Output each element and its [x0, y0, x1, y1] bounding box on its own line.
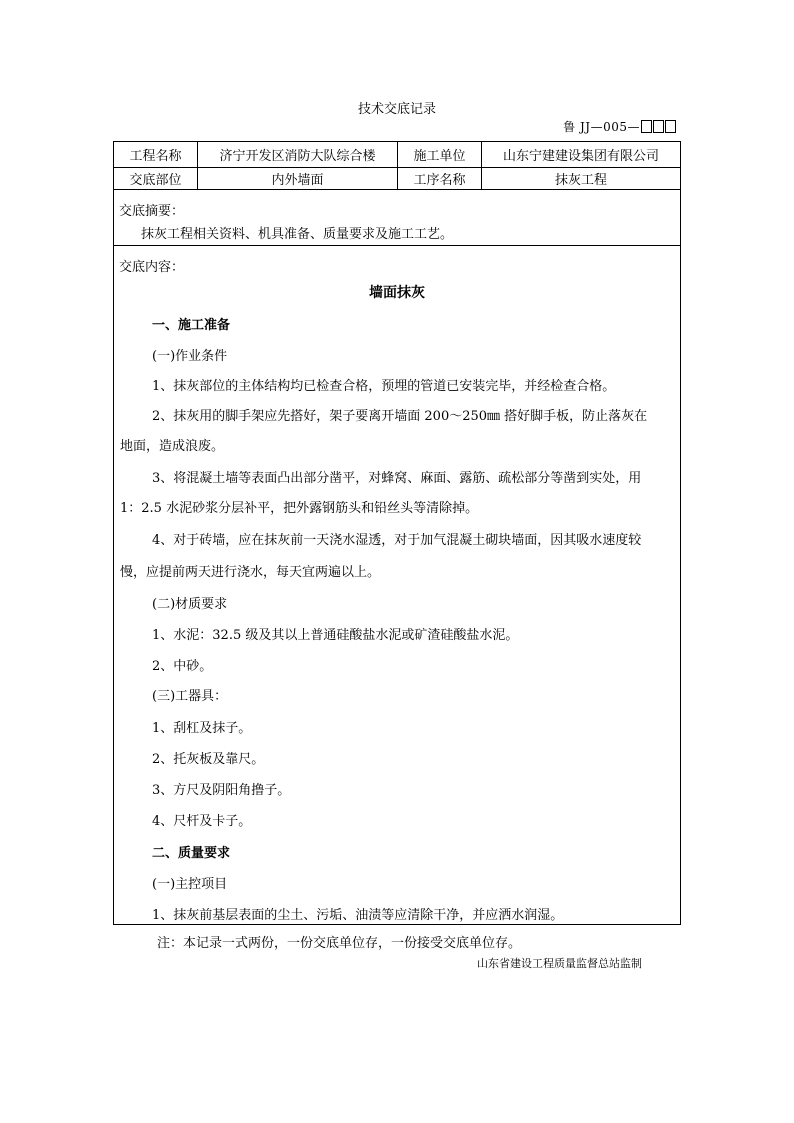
header-row-1 [114, 142, 680, 168]
subsection-heading: (一)主控项目 [152, 877, 228, 892]
content-line: 3、方尺及阴阳角撸子。 [152, 783, 291, 798]
content-line: 2、托灰板及靠尺。 [152, 752, 265, 767]
header-row-2 [114, 168, 680, 190]
document-title: 技术交底记录 [357, 102, 436, 117]
form-code-text: 鲁 JJ—005— [563, 120, 640, 134]
content-line: 2、中砂。 [152, 659, 213, 674]
code-box [665, 120, 676, 133]
content-line: 4、对于砖墙，应在抹灰前一天浇水湿透，对于加气混凝土砌块墙面，因其吸水速度较 [152, 533, 642, 548]
content-line: 3、将混凝土墙等表面凸出部分凿平，对蜂窝、麻面、露筋、疏松部分等凿到实处，用 [152, 471, 642, 486]
process-label: 工序名称 [398, 168, 482, 189]
section-heading: 二、质量要求 [152, 846, 231, 861]
subsection-heading: (一)作业条件 [152, 349, 228, 364]
project-name-label: 工程名称 [114, 142, 198, 167]
content-heading: 墙面抹灰 [369, 285, 425, 301]
section-heading: 一、施工准备 [152, 318, 231, 333]
project-name-value: 济宁开发区消防大队综合楼 [198, 142, 398, 167]
content-line: 1、抹灰部位的主体结构均已检查合格，预埋的管道已安装完毕，并经检查合格。 [152, 379, 616, 394]
content-line: 地面，造成浪废。 [120, 439, 225, 454]
part-label: 交底部位 [114, 168, 198, 189]
contractor-value: 山东宁建建设集团有限公司 [502, 149, 659, 164]
content-line: 1、水泥：32.5 级及其以上普通硅酸盐水泥或矿渣硅酸盐水泥。 [152, 628, 519, 643]
code-box [641, 120, 652, 133]
summary-label: 交底摘要： [119, 204, 185, 219]
contractor-label: 施工单位 [398, 142, 482, 167]
content-line: 1、刮杠及抹子。 [152, 721, 252, 736]
process-value: 抹灰工程 [554, 173, 607, 188]
content-line: 1、抹灰前基层表面的尘土、污垢、油渍等应清除干净，并应洒水润湿。 [152, 908, 564, 923]
content-line: 2、抹灰用的脚手架应先搭好，架子要离开墙面 200～250㎜ 搭好脚手板，防止落灰在 [152, 409, 648, 424]
content-line: 慢，应提前两天进行浇水，每天宜两遍以上。 [120, 565, 381, 580]
summary-row [114, 190, 680, 246]
content-line: 4、尺杆及卡子。 [152, 814, 252, 829]
content-line: 1：2.5 水泥砂浆分层补平，把外露钢筋头和铅丝头等清除掉。 [120, 501, 479, 516]
record-note: 注：本记录一式两份，一份交底单位存，一份接受交底单位存。 [157, 936, 522, 951]
issuer-footer: 山东省建设工程质量监督总站监制 [477, 957, 642, 970]
form-code [563, 118, 676, 135]
summary-text: 抹灰工程相关资料、机具准备、质量要求及施工工艺。 [141, 227, 454, 242]
subsection-heading: (二)材质要求 [152, 597, 228, 612]
code-box [653, 120, 664, 133]
subsection-heading: (三)工器具： [152, 689, 228, 704]
record-table [113, 141, 681, 925]
part-value: 内外墙面 [198, 168, 398, 189]
content-label: 交底内容： [119, 260, 185, 275]
